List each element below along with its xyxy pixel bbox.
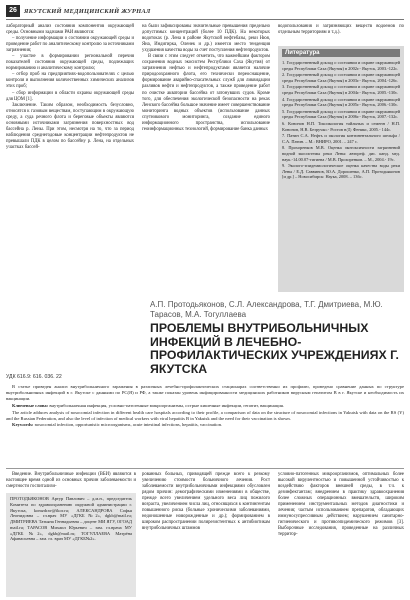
- paragraph: В связи с этим следует отметить, что важнейшим фактором сохранения водных экосистем Республики Саха (Якутия) от загрязнения нефтью и нефтепродуктами является наличие природоохранного флота, его технически переоснащение, формирование аварийно-спасательных служб для ликвидации разливов нефти и нефтепродуктов, а также проведение работ по очистке акватории бассейна от затонувших судов. Кроме того, для обеспечения экологической безопасности на реках Ленского бассейна большое значение имеет совершенствование мониторинга водных объектов (использование данных спутникового мониторинга, создание единого информационного пространства, использование геоинформационных технологий, формирование банка данных: [142, 54, 270, 132]
- author-info-box: ПРОТОДЬЯКОНОВ Артур Павлович – д.м.н., председатель Комитета по здравоохранению окружной администрации г. Якутска, komzdrav@ikor.ru; АЛЕКСАНДРОВА Софья Леонидовна – гл.врач МУ «ДГКБ №2», dgkb@mail.ru; ДМИТРИЕВА Татьяна Геннадьевна – доцент МИ ЯГУ, ОГОАД mail.ru; ТАРАСОВ Михаил Юрьевич – зам. гл.врача МУ «ДГКБ №2», dgkb@mail.ru; ТОГУЛЛАЕВА Матрёна Афанасьевна – зам. гл. врач МУ «ДГКБ№2».: [6, 493, 136, 597]
- paragraph: – участие в формировании региональной перечня показателей состояния окружающей среды, подлежащих нормированию и аналитическому контролю;: [6, 54, 134, 72]
- paragraph: Заключение. Таким образом, необходимость безусловно, относятся к газовым веществам, поступающим в окружающую среду, а суда речного флота и береговые объекты являются основными источниками загрязнения поверхностных вод бассейна р. Лены. При этом, несмотря на то, что за период наблюдения среднегодовые концентрации нефтепродуктов не превышали ПДК в целом по бассейну р. Лена, на отдельных участках бассей-: [6, 102, 134, 150]
- literature-item: 1. Государственный доклад о состоянии и охране окружающей среды Республики Саха (Якутия) в 2002г.- Якутск, 2003.-122с.: [282, 60, 400, 71]
- literature-item: 4. Государственный доклад о состоянии и охране окружающей среды Республики Саха (Якутия) в 2005г.- Якутск, 2006.-130с.: [282, 96, 400, 108]
- article-authors: А.П. Протодьяконов, С.Л. Александрова, Т.Г. Дмитриева, М.Ю. Тарасов, М.А. Тогуллаева: [150, 300, 383, 319]
- abstract-ru: В статье приведен анализ внутрибольничного заражения в различных лечебно-профилактических стационарах соответственно их профилю, проведено сравнение данных по структуре внутрибольничных инфекций в г. Якутске с данными по РС(Я) и РФ, а также показан уровень инфицированности медицинских работников вирусным гепатитом В в г. Якутске и необходимость их вакцинации.: [6, 384, 404, 401]
- keywords-ru-label: Ключевые слова:: [12, 402, 49, 408]
- page-number: 26: [6, 5, 20, 17]
- paragraph: условно-патогенных микроорганизмов, оптимальных более высокой вирулентностью и повышенной устойчивостью к воздействию факторов внешней среды, в т.ч. к дезинфектантам; внедрением в практику здравоохранения более сложных операционных вмешательств, широким применением инструментальных методов диагностики и лечения; частым использованием препаратов, обладающих иммуносупрессивным действием; нарушением санитарно-гигиенического и противоэпидемического режимов [3]. Выборочные исследования, проведенные на различных территор-: [278, 472, 404, 538]
- paragraph: – отбор проб на предприятиях-водопользователях с целью контроля и выполнения количественных химических анализов этих проб;: [6, 72, 134, 90]
- udk-code: УДК 616.9: 616. 036. 22: [6, 374, 62, 380]
- lower-left-column: [6, 472, 136, 490]
- paragraph: – сбор информации в области охраны окружающей среды для ЦОМ [1].: [6, 90, 134, 102]
- keywords-ru-text: внутрибольничная инфекция, условно-патогенные микроорганизмы, острые кишечные инфекции, гепатит, вакцинация.: [49, 402, 285, 408]
- keywords-en-label: Keywords:: [12, 422, 34, 428]
- abstract-block: [6, 384, 404, 429]
- literature-title: Литература: [282, 49, 400, 57]
- literature-box: [278, 46, 404, 292]
- section-divider: [6, 468, 404, 469]
- literature-item: 6. Кононов Н.П. Токсикология тайльных и семенн / Н.П. Кононов, Н.В. Безручко.- Ростов н/Д: Феникс, 2005.- 144с.: [282, 120, 400, 132]
- literature-item: 9. Эколого-эпидемиологическое оценка качества воды реки Лены / Е.Д. Саввинов, Ю.А. Дорошенко, А.П. Протодьяконов [и др.] – Новосибирск: Наука, 2008. – 136с.: [282, 163, 400, 180]
- paragraph: – получение информации о состоянии окружающей среды и проведение работ по аналитическому контролю за источниками загрязнения;: [6, 36, 134, 54]
- literature-item: 5. Государственный доклад о состоянии и охране окружающей среды Республики Саха (Якутия) в 2006г.- Якутск, 2007.-132с.: [282, 108, 400, 120]
- keywords-en: [6, 422, 404, 428]
- journal-header: [6, 4, 404, 18]
- upper-middle-column: [142, 24, 270, 133]
- keywords-ru: [6, 403, 404, 409]
- literature-item: 2. Государственный доклад о состоянии и охране окружающей среды Республики Саха (Якутия) в 2003г.- Якутск, 2004.-126с.: [282, 72, 400, 83]
- upper-left-column: [6, 24, 134, 151]
- literature-item: 8. Прохоренков М.В. Оценка экотоксичности загрязнений водной экосистемы реки Лены: автореф. дис. канд. мед. наук.-14.00.07-гигиена / М.В. Прохоренков. – М., 2004.- 19с.: [282, 145, 400, 162]
- header-rule: [6, 19, 404, 20]
- paragraph: лабораторный анализ состояния компонентов окружающей среды. Основными задачами РАИ являются:: [6, 24, 134, 36]
- introduction-paragraph: Введение. Внутрибольничные инфекции (ВБИ) являются в настоящее время одной из основных причин заболеваемости и смертности госпитализи-: [6, 472, 136, 490]
- literature-item: 3. Государственный доклад о состоянии и охране окружающей среды Республики Саха (Якутия) в 2004г.- Якутск, 2005.-130с.: [282, 84, 400, 95]
- lower-right-column: [278, 472, 404, 539]
- lower-middle-column: [142, 472, 270, 532]
- paragraph: рованных больных, приводящей прежде всего к резкому увеличению стоимости больничного лечения. Рост заболеваемости внутрибольничными инфекциями обусловлен рядом причин: демографическими изменениями в обществе, прежде всего увеличением удельного веса лиц пожилого возраста, увеличением числа лиц, относящихся к контингентам повышенного риска (больные хроническими заболеваниями, недоношенные новорожденные и др.); формированием в широком распространении полирезистентных к антибиотикам внутрибольничных штаммов: [142, 472, 270, 532]
- journal-title: ЯКУТСКИЙ МЕДИЦИНСКИЙ ЖУРНАЛ: [24, 7, 151, 15]
- paragraph: водопользования и загрязняющих веществ водоемов по отдельным территориям и т.д.).: [278, 24, 404, 36]
- article-title: ПРОБЛЕМЫ ВНУТРИБОЛЬНИЧНЫХ ИНФЕКЦИЙ В ЛЕЧЕБНО-ПРОФИЛАКТИЧЕСКИХ УЧРЕЖДЕНИЯХ Г. ЯКУТСКА: [150, 321, 399, 376]
- upper-right-text: [278, 24, 404, 36]
- literature-item: 7. Патин С.А. Нефть и экология континентального шельфа / С.А. Патин. – М.: ВНИРО, 2001. – 247 с.: [282, 133, 400, 144]
- keywords-en-text: nosocomial infection, opportunistic microorganisms, acute intestinal infections, hepatitis, vaccination.: [34, 422, 223, 428]
- paragraph: на были зафиксированы значительные превышения предельно допустимых концентраций (более 10 ПДК). На некоторых водотоках (р. Лена в районе Якутской нефтебазы, реки Нюя, Яна, Индигирка, Оленек и др.) имеется место тенденция ухудшения качества воды за счет поступления нефтепродуктов.: [142, 24, 270, 54]
- abstract-en: The article adduces analysis of nosocomial infection in different health care hospitals according to their profile, a comparison of data on the structure of nosocomial infections in Yakutsk with data on the RS (Y) and the Russian Federation, and also the level of infection of medical workers with viral hepatitis B in Yakutsk and the need for their vaccination is shown.: [6, 409, 404, 421]
